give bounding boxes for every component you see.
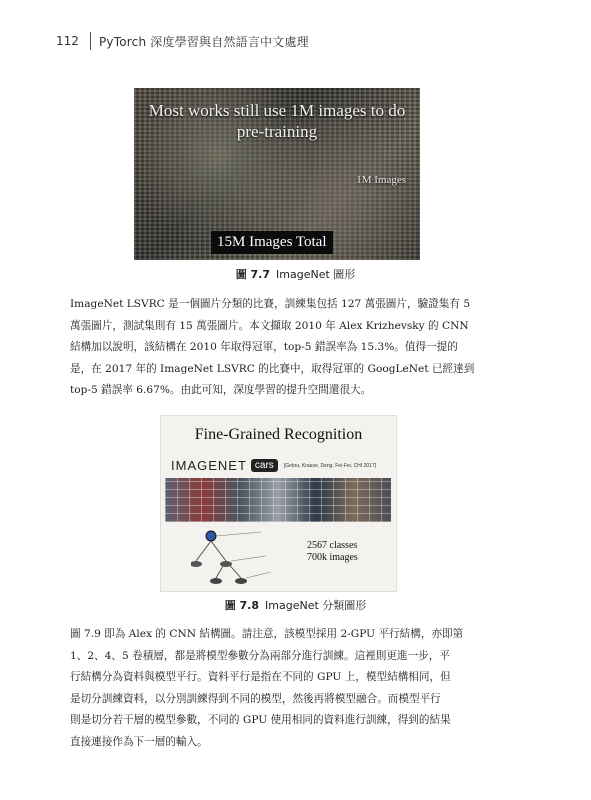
tree-edge — [211, 541, 226, 561]
body-paragraph-2 — [70, 624, 522, 753]
header-divider — [90, 32, 91, 50]
figure-caption-7-7 — [0, 266, 591, 282]
car-image-grid — [165, 478, 391, 522]
caption-text: ImageNet 圖形 — [276, 268, 356, 281]
car-icon — [220, 561, 232, 567]
car-icon — [210, 578, 222, 584]
figure-caption-7-8 — [0, 597, 591, 613]
citation: [Gebru, Krause, Deng, Fei-Fei, CHI 2017] — [283, 462, 377, 469]
cars-badge: cars — [251, 459, 278, 472]
brand-text: IMAGENET — [171, 458, 247, 473]
paragraph-line: 是切分訓練資料，以分別訓練得到不同的模型，然後再將模型融合。而模型平行 — [70, 692, 441, 705]
brand-row — [171, 458, 376, 473]
tree-edge — [246, 572, 271, 578]
stat-images: 700k images — [307, 552, 358, 563]
paragraph-line: 1、2、4、5 卷積層，都是將模型參數分為兩部分進行訓練。這裡則更進一步，平 — [70, 649, 450, 662]
imagenet-mosaic-figure — [134, 88, 420, 260]
tree-edge — [216, 532, 261, 536]
figure-note: 1M Images — [356, 174, 406, 186]
tree-edge — [231, 556, 266, 561]
figure-title: Fine-Grained Recognition — [194, 426, 363, 443]
paragraph-line: top-5 錯誤率 6.67%。由此可知，深度學習的提升空間還很大。 — [70, 384, 372, 396]
page-number: 112 — [56, 34, 79, 48]
fine-grained-figure — [160, 415, 397, 592]
imagenet-logo — [171, 458, 247, 473]
page-header — [56, 30, 536, 52]
paragraph-line: 行結構分為資料與模型平行。資料平行是指在不同的 GPU 上，模型結構相同，但 — [70, 671, 451, 683]
figure-heading: Most works still use 1M images to do pre-training — [148, 101, 406, 141]
figure-total-label: 15M Images Total — [211, 231, 333, 254]
car-icon — [235, 578, 247, 584]
paragraph-line: ImageNet LSVRC 是一個圖片分類的比賽，訓練集包括 127 萬張圖片，驗證集有 5 — [70, 298, 471, 310]
book-title: PyTorch 深度學習與自然語言中文處理 — [99, 34, 309, 49]
car-hierarchy-diagram — [191, 526, 301, 588]
paragraph-line: 是，在 2017 年的 ImageNet LSVRC 的比賽中，取得冠軍的 GoogLeNet 已經達到 — [70, 362, 475, 375]
paragraph-line: 結構加以說明，該結構在 2010 年取得冠軍，top-5 錯誤率為 15.3%。值得一提的 — [70, 341, 458, 353]
car-icon — [191, 561, 202, 567]
body-paragraph-1 — [70, 294, 522, 402]
caption-text: ImageNet 分類圖形 — [265, 599, 367, 612]
dataset-stats — [307, 540, 358, 564]
caption-number: 圖 7.8 — [224, 599, 260, 612]
paragraph-line: 萬張圖片，測試集則有 15 萬張圖片。本文擷取 2010 年 Alex Krizhevsky 的 CNN — [70, 319, 469, 332]
caption-number: 圖 7.7 — [235, 268, 271, 281]
paragraph-line: 圖 7.9 即為 Alex 的 CNN 結構圖。請注意，該模型採用 2-GPU 平行結構，亦即第 — [70, 628, 464, 640]
stat-classes: 2567 classes — [307, 540, 358, 551]
bmw-logo-icon — [206, 531, 216, 541]
paragraph-line: 直接連接作為下一層的輸入。 — [70, 735, 208, 748]
tree-edge — [196, 541, 211, 561]
paragraph-line: 則是切分若干層的模型參數，不同的 GPU 使用相同的資料進行訓練，得到的結果 — [70, 714, 451, 726]
